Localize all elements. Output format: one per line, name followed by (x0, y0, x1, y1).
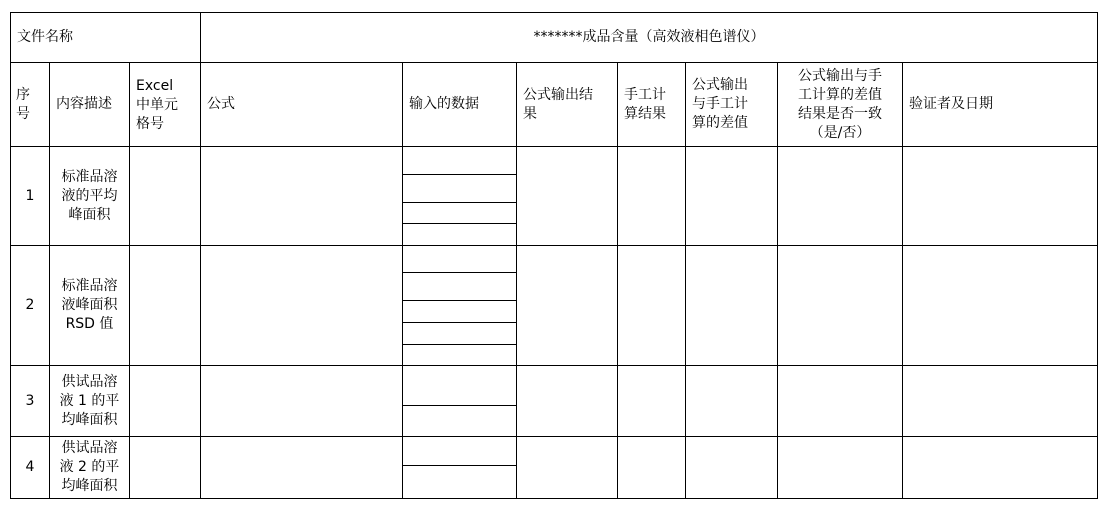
row2-input-divider-1 (403, 272, 516, 273)
col-header-manual-result (617, 62, 686, 147)
col-header-formula (200, 62, 403, 147)
row1-seq (10, 146, 50, 246)
row2-verifier-date[interactable] (902, 245, 1098, 366)
row1-formula[interactable] (200, 146, 403, 246)
col-header-desc (49, 62, 130, 147)
file-title-text: *******成品含量（高效液相色谱仪） (533, 29, 765, 45)
col-header-seq-text: 序 号 (16, 86, 30, 122)
row2-desc (49, 245, 130, 366)
row3-desc-text: 供试品溶 液 1 的平 均峰面积 (59, 373, 120, 428)
row4-desc (49, 436, 130, 499)
row1-manual-result[interactable] (617, 146, 686, 246)
col-header-diff-consistent-text: 公式输出与手 工计算的差值 结果是否一致 （是/否） (798, 67, 882, 141)
row3-output-manual-diff[interactable] (685, 365, 778, 437)
row4-seq-text: 4 (25, 459, 35, 475)
row2-formula[interactable] (200, 245, 403, 366)
col-header-verifier-date (902, 62, 1098, 147)
col-header-excel-cell (129, 62, 201, 147)
row1-desc (49, 146, 130, 246)
row2-formula-output[interactable] (516, 245, 618, 366)
row4-input-data[interactable] (402, 436, 517, 499)
col-header-seq (10, 62, 50, 147)
row2-seq-text: 2 (25, 297, 35, 313)
col-header-input-data-text: 输入的数据 (409, 96, 479, 112)
row2-desc-text: 标准品溶 液峰面积 RSD 值 (61, 278, 118, 332)
row2-diff-consistent[interactable] (777, 245, 903, 366)
row4-formula-output[interactable] (516, 436, 618, 499)
file-name-label-text: 文件名称 (17, 29, 73, 45)
row1-seq-text: 1 (25, 187, 35, 204)
col-header-output-manual-diff-text: 公式输出 与手工计 算的差值 (692, 77, 748, 131)
row1-output-manual-diff[interactable] (685, 146, 778, 246)
row4-seq (10, 436, 50, 499)
col-header-manual-result-text: 手工计 算结果 (624, 86, 666, 122)
row1-desc-text: 标准品溶 液的平均 峰面积 (61, 168, 118, 223)
col-header-formula-output-text: 公式输出结 果 (523, 86, 593, 122)
row4-input-divider-1 (403, 465, 516, 466)
col-header-formula-text: 公式 (207, 96, 235, 112)
row4-diff-consistent[interactable] (777, 436, 903, 499)
row2-input-divider-2 (403, 300, 516, 301)
row1-input-divider-2 (403, 202, 516, 203)
row3-seq-text: 3 (25, 392, 35, 409)
col-header-verifier-date-text: 验证者及日期 (909, 96, 993, 112)
row4-desc-text: 供试品溶 液 2 的平 均峰面积 (59, 440, 120, 494)
row1-verifier-date[interactable] (902, 146, 1098, 246)
row2-input-divider-3 (403, 322, 516, 323)
row2-input-data[interactable] (402, 245, 517, 366)
col-header-desc-text: 内容描述 (56, 96, 112, 112)
row2-input-divider-4 (403, 344, 516, 345)
row4-verifier-date[interactable] (902, 436, 1098, 499)
file-name-label (10, 12, 201, 63)
row1-excel-cell[interactable] (129, 146, 201, 246)
col-header-input-data (402, 62, 517, 147)
row3-manual-result[interactable] (617, 365, 686, 437)
col-header-formula-output (516, 62, 618, 147)
row2-excel-cell[interactable] (129, 245, 201, 366)
row4-formula[interactable] (200, 436, 403, 499)
row1-input-divider-3 (403, 223, 516, 224)
row1-input-divider-1 (403, 174, 516, 175)
row3-seq (10, 365, 50, 437)
col-header-diff-consistent (777, 62, 903, 147)
row1-input-data[interactable] (402, 146, 517, 246)
row3-excel-cell[interactable] (129, 365, 201, 437)
validation-table (10, 12, 1098, 499)
row4-excel-cell[interactable] (129, 436, 201, 499)
row3-verifier-date[interactable] (902, 365, 1098, 437)
col-header-excel-cell-text: Excel 中单元 格号 (136, 78, 178, 132)
row4-manual-result[interactable] (617, 436, 686, 499)
row1-formula-output[interactable] (516, 146, 618, 246)
row2-manual-result[interactable] (617, 245, 686, 366)
row1-diff-consistent[interactable] (777, 146, 903, 246)
row3-formula-output[interactable] (516, 365, 618, 437)
row3-formula[interactable] (200, 365, 403, 437)
row3-input-divider-1 (403, 405, 516, 406)
row4-output-manual-diff[interactable] (685, 436, 778, 499)
col-header-output-manual-diff (685, 62, 778, 147)
file-title (200, 12, 1098, 63)
row3-input-data[interactable] (402, 365, 517, 437)
row3-diff-consistent[interactable] (777, 365, 903, 437)
row2-output-manual-diff[interactable] (685, 245, 778, 366)
row3-desc (49, 365, 130, 437)
row2-seq (10, 245, 50, 366)
